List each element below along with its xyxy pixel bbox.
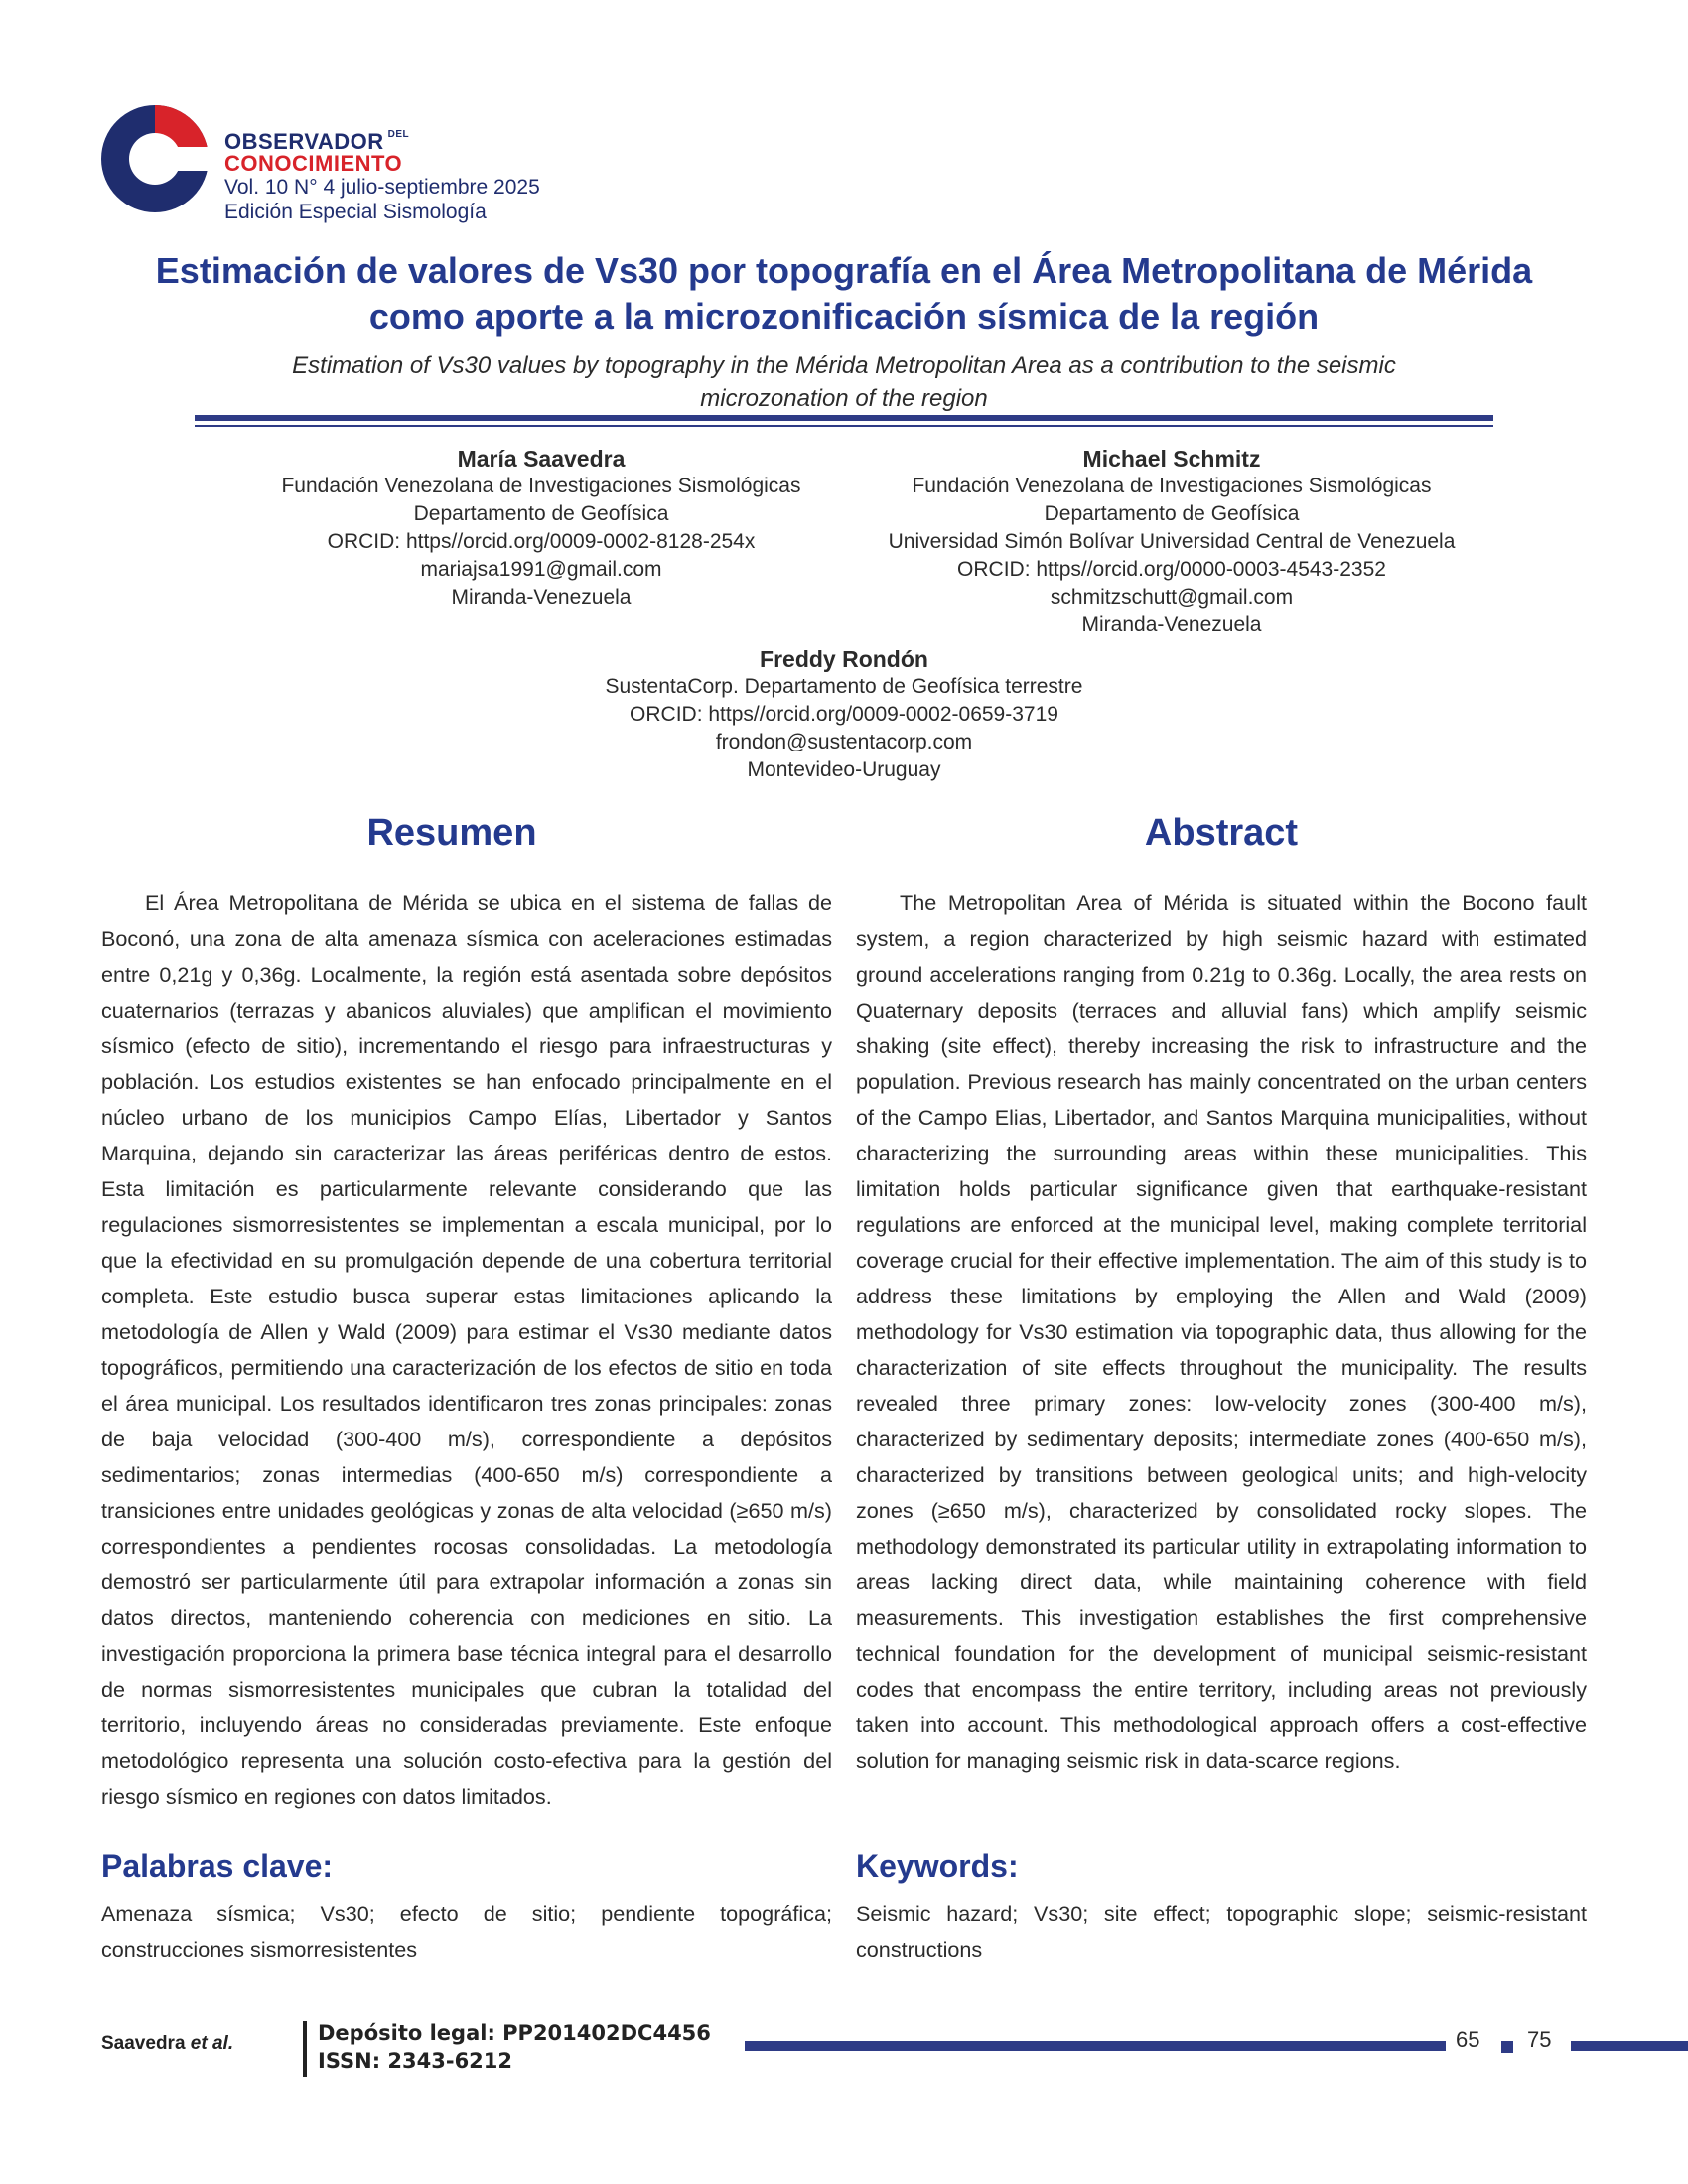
paper-subtitle: Estimation of Vs30 values by topography in the Mérida Metropolitan Area as a contribution to the seismic microzonation of the region: [292, 352, 1396, 412]
author-email[interactable]: frondon@sustentacorp.com: [715, 731, 973, 753]
author-affiliation: Fundación Venezolana de Investigaciones Sismológicas: [281, 475, 801, 497]
footer-divider: [303, 2021, 307, 2077]
author-location: Miranda-Venezuela: [451, 586, 632, 609]
author-affiliation: SustentaCorp. Departamento de Geofísica terrestre: [605, 675, 1083, 698]
palabras-clave-text: Amenaza sísmica; Vs30; efecto de sitio; pendiente topográfica; construcciones sismorresistentes: [101, 1901, 832, 1962]
journal-name-line1: OBSERVADOR $^{DEL}$: [224, 129, 410, 154]
journal-edition: Edición Especial Sismología: [224, 201, 487, 223]
author-orcid[interactable]: ORCID: https//orcid.org/0009-0002-0659-3719: [630, 703, 1058, 726]
author-orcid[interactable]: ORCID: https//orcid.org/0000-0003-4543-2352: [957, 558, 1386, 581]
title-rule-thick: [195, 415, 1493, 421]
author-location: Montevideo-Uruguay: [747, 758, 941, 781]
author-block-saavedra: [184, 445, 899, 612]
abstract-body: [856, 886, 1587, 1779]
footer-rule-right: [1571, 2041, 1688, 2051]
author-block-schmitz: [814, 445, 1529, 639]
title-rule-thin: [195, 425, 1493, 427]
footer-page-number: 65: [1456, 2027, 1480, 2052]
footer-issn: ISSN: 2343-6212: [318, 2049, 513, 2073]
author-university: Universidad Simón Bolívar Universidad Central de Venezuela: [888, 530, 1456, 553]
author-name: María Saavedra: [457, 446, 626, 472]
author-affiliation: Fundación Venezolana de Investigaciones Sismológicas: [912, 475, 1432, 497]
footer-deposito-legal: Depósito legal: PP201402DC4456: [318, 2021, 711, 2045]
footer-total-pages: 75: [1527, 2027, 1552, 2052]
journal-name-line2: CONOCIMIENTO: [224, 151, 403, 176]
footer-author: Saavedra et al.: [101, 2033, 234, 2054]
palabras-clave-heading: Palabras clave:: [101, 1848, 334, 1884]
author-location: Miranda-Venezuela: [1081, 614, 1262, 636]
footer-rule-left: [745, 2041, 1446, 2051]
journal-logo: [99, 103, 211, 214]
logo-gap: [155, 147, 211, 171]
author-block-rondon: [477, 645, 1211, 784]
resumen-paragraph: El Área Metropolitana de Mérida se ubica en el sistema de fallas de Boconó, una zona de alta amenaza sísmica con aceleraciones estimadas entre 0,21g y 0,36g. Localmente, la región está asentada sobre depósitos cuaternarios (terrazas y abanicos aluviales) que amplifican el movimiento sísmico (efecto de sitio), incrementando el riesgo para infraestructuras y población. Los estudios existentes se han enfocado principalmente en el núcleo urbano de los municipios Campo Elías, Libertador y Santos Marquina, dejando sin caracterizar las áreas periféricas dentro de estos. Esta limitación es particularmente relevante considerando que las regulaciones sismorresistentes se implementan a escala municipal, por lo que la efectividad en su promulgación depende de una cobertura territorial completa. Este estudio busca superar estas limitaciones aplicando la metodología de Allen y Wald (2009) para estimar el Vs30 mediante datos topográficos, permitiendo una caracterización de los efectos de sitio en toda el área municipal. Los resultados identificaron tres zonas principales: zonas de baja velocidad (300-400 m/s), correspondiente a depósitos sedimentarios; zonas intermedias (400-650 m/s) correspondiente a transiciones entre unidades geológicas y zonas de alta velocidad (≥650 m/s) correspondientes a pendientes rocosas consolidadas. La metodología demostró ser particularmente útil para extrapolar información a zonas sin datos directos, manteniendo coherencia con mediciones en sitio. La investigación proporciona la primera base técnica integral para el desarrollo de normas sismorresistentes municipales que cubran la totalidad del territorio, incluyendo áreas no consideradas previamente. Este enfoque metodológico representa una solución costo-efectiva para la gestión del riesgo sísmico en regiones con datos limitados.: [101, 890, 832, 1809]
author-email[interactable]: mariajsa1991@gmail.com: [420, 558, 662, 581]
abstract-heading: Abstract: [1144, 812, 1299, 854]
journal-volume: Vol. 10 N° 4 julio-septiembre 2025: [224, 176, 540, 199]
paper-title: Estimación de valores de Vs30 por topografía en el Área Metropolitana de Mérida como aporte a la microzonificación sísmica de la región: [155, 250, 1533, 337]
abstract-paragraph: The Metropolitan Area of Mérida is situated within the Bocono fault system, a region characterized by high seismic hazard with estimated ground accelerations ranging from 0.21g to 0.36g. Locally, the area rests on Quaternary deposits (terraces and alluvial fans) which amplify seismic shaking (site effect), thereby increasing the risk to infrastructure and the population. Previous research has mainly concentrated on the urban centers of the Campo Elias, Libertador, and Santos Marquina municipalities, without characterizing the surrounding areas within these municipalities. This limitation holds particular significance given that earthquake-resistant regulations are enforced at the municipal level, making complete territorial coverage crucial for their effective implementation. The aim of this study is to address these limitations by employing the Allen and Wald (2009) methodology for Vs30 estimation via topographic data, thus allowing for the characterization of site effects throughout the municipality. The results revealed three primary zones: low-velocity zones (300-400 m/s), characterized by sedimentary deposits; intermediate zones (400-650 m/s), characterized by transitions between geological units; and high-velocity zones (≥650 m/s), characterized by consolidated rocky slopes. The methodology demonstrated its particular utility in extrapolating information to areas lacking direct data, while maintaining coherence with field measurements. This investigation establishes the first comprehensive technical foundation for the development of municipal seismic-resistant codes that encompass the entire territory, including areas not previously taken into account. This methodological approach offers a cost-effective solution for managing seismic risk in data-scarce regions.: [856, 890, 1587, 1773]
keywords-text: Seismic hazard; Vs30; site effect; topographic slope; seismic-resistant constructions: [856, 1901, 1587, 1962]
author-department: Departamento de Geofísica: [1044, 502, 1300, 525]
author-orcid[interactable]: ORCID: https//orcid.org/0009-0002-8128-254x: [327, 530, 756, 553]
resumen-heading: Resumen: [366, 812, 537, 854]
author-name: Michael Schmitz: [1082, 446, 1261, 472]
author-department: Departamento de Geofísica: [413, 502, 669, 525]
footer-square-icon: [1501, 2041, 1513, 2053]
author-name: Freddy Rondón: [760, 646, 928, 672]
keywords-heading: Keywords:: [856, 1848, 1019, 1884]
author-email[interactable]: schmitzschutt@gmail.com: [1050, 586, 1294, 609]
resumen-body: [101, 886, 832, 1815]
